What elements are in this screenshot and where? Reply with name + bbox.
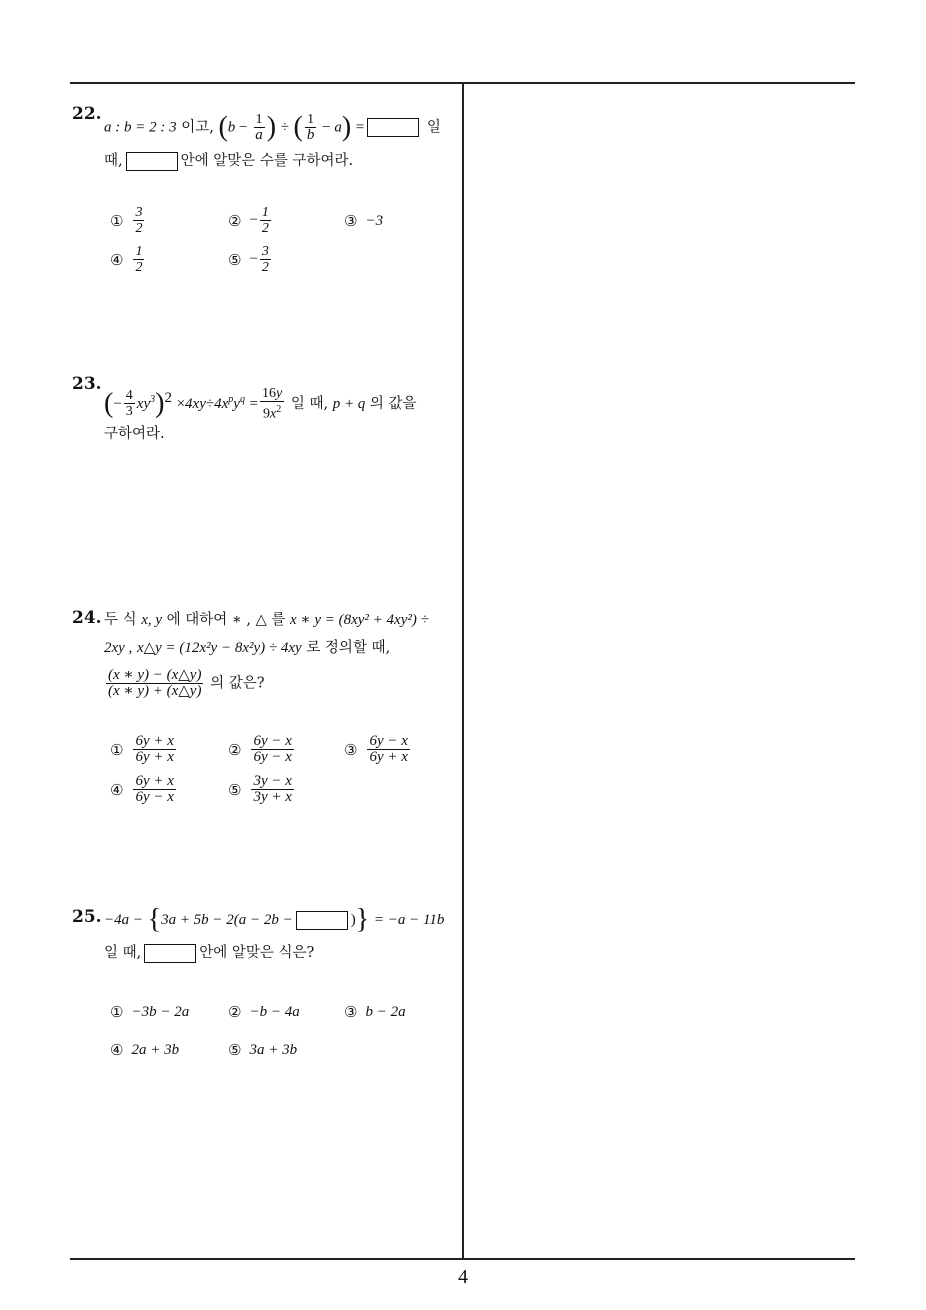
q25-expr-d: = −a − 11b	[373, 912, 445, 928]
q24-def-cont: 2xy ,	[104, 640, 133, 656]
q25-expr-a: −4a −	[104, 912, 143, 928]
choice-mark: ⑤	[228, 780, 242, 799]
q22-word2: 일	[426, 119, 441, 136]
question-25-number: 25.	[72, 907, 102, 927]
question-22-line1: a : b = 2 : 3 이고, (b − $\frac{1}{a}$ ) ÷ ( $\frac{1}{b}$ − a) = 일	[104, 111, 441, 143]
q25-choice-2[interactable]	[228, 1003, 300, 1021]
q22-choice-2[interactable]	[228, 205, 273, 236]
q24-choice-5[interactable]	[228, 774, 296, 805]
q25-line2-post: 안에 알맞은 식은?	[199, 945, 315, 961]
choice-value: −b − 4a	[249, 1003, 300, 1020]
choice-mark: ③	[344, 1003, 358, 1021]
q24-choice-1[interactable]	[110, 734, 178, 765]
q25-expr-c: )	[350, 912, 356, 928]
choice-value: −3b − 2a	[131, 1003, 190, 1020]
choice-numerator: 3	[135, 205, 143, 220]
q25-choice-4[interactable]	[110, 1041, 179, 1059]
question-23-line1: (− $\frac{4}{3}$ $xy^3)^2 \times 4xy\div 4x^py^q$ = $\frac{16y}{9x^2}$ 일 때, p + q 의 값을	[104, 386, 417, 422]
choice-mark: ①	[110, 211, 124, 230]
choice-mark: ④	[110, 1041, 124, 1059]
choice-value: 2a + 3b	[131, 1041, 180, 1058]
question-24-number: 24.	[72, 608, 102, 628]
q22-line2-post: 안에 알맞은 수를 구하여라.	[180, 153, 354, 169]
q25-answer-box	[296, 911, 348, 930]
choice-numerator: 6y + x	[135, 773, 174, 789]
choice-denominator: 6y − x	[253, 749, 292, 765]
choice-denominator: 6y + x	[369, 749, 408, 765]
q23-expr-pq: p + q	[332, 395, 366, 412]
question-25-line1: −4a − {3a + 5b − 2(a − 2b − )} = −a − 11b	[104, 904, 445, 935]
choice-numerator: 1	[135, 244, 143, 259]
choice-value: b − 2a	[365, 1003, 406, 1020]
choice-mark: ④	[110, 780, 124, 799]
choice-mark: ②	[228, 1003, 242, 1021]
q24-def-triangle: x△y = (12x²y − 8x²y) ÷ 4xy	[136, 640, 302, 656]
choice-denominator: 2	[261, 260, 269, 275]
q24-frac-denominator: (x ∗ y) + (x△y)	[108, 683, 202, 699]
choice-denominator: 2	[135, 221, 143, 236]
q23-word1: 일 때,	[290, 395, 329, 412]
choice-numerator: 3y − x	[253, 773, 292, 789]
choice-mark: ①	[110, 1003, 124, 1021]
choice-numerator: 3	[261, 244, 269, 259]
question-22-number: 22.	[72, 104, 102, 124]
choice-value: −3	[365, 212, 384, 229]
choice-mark: ⑤	[228, 250, 242, 269]
q25-expr-b: 3a + 5b − 2(a − 2b −	[161, 912, 293, 928]
question-24-line3	[104, 668, 264, 699]
q22-choice-3[interactable]	[344, 212, 383, 230]
page-number: 4	[458, 1266, 468, 1288]
q24-vars: x, y	[141, 612, 163, 628]
q22-answer-box	[367, 118, 419, 137]
q22-choice-1[interactable]	[110, 205, 146, 236]
q24-def-star: x ∗ y = (8xy² + 4xy²) ÷	[289, 612, 429, 628]
choice-denominator: 6y + x	[135, 749, 174, 765]
choice-numerator: 6y − x	[253, 733, 292, 749]
q24-choice-2[interactable]	[228, 734, 296, 765]
choice-denominator: 2	[135, 260, 143, 275]
q22-condition: a : b = 2 : 3	[104, 119, 177, 136]
question-25-line2	[104, 943, 314, 963]
choice-denominator: 3y + x	[253, 789, 292, 805]
q25-choice-3[interactable]	[344, 1003, 406, 1021]
q22-line2-pre: 때,	[104, 153, 123, 169]
q25-inline-box	[144, 944, 196, 963]
q24-line1-mid: 에 대하여 ∗ , △ 를	[166, 612, 286, 628]
q24-line3-post: 의 값은?	[210, 675, 265, 692]
question-24-line1	[104, 610, 429, 630]
q25-line2-pre: 일 때,	[104, 945, 142, 961]
q24-choice-3[interactable]	[344, 734, 412, 765]
q22-choice-4[interactable]	[110, 244, 146, 275]
q25-choice-5[interactable]	[228, 1041, 297, 1059]
q24-choice-4[interactable]	[110, 774, 178, 805]
choice-denominator: 6y − x	[135, 789, 174, 805]
choice-mark: ①	[110, 740, 124, 759]
choice-mark: ②	[228, 740, 242, 759]
q23-word2: 의 값을	[369, 395, 417, 412]
q24-frac-numerator: (x ∗ y) − (x△y)	[108, 667, 202, 683]
q25-choice-1[interactable]	[110, 1003, 189, 1021]
choice-mark: ⑤	[228, 1041, 242, 1059]
question-23-line2: 구하여라.	[104, 426, 165, 442]
choice-sign: −	[249, 251, 258, 267]
q22-word1: 이고,	[181, 119, 214, 136]
choice-numerator: 1	[261, 205, 269, 220]
column-divider	[462, 82, 464, 1259]
q22-inline-box	[126, 152, 178, 171]
q24-line1-pre: 두 식	[104, 612, 137, 628]
choice-mark: ②	[228, 211, 242, 230]
choice-mark: ③	[344, 740, 358, 759]
choice-denominator: 2	[261, 221, 269, 236]
choice-mark: ③	[344, 212, 358, 230]
question-23-number: 23.	[72, 374, 102, 394]
choice-sign: −	[249, 212, 258, 228]
choice-mark: ④	[110, 250, 124, 269]
choice-numerator: 6y − x	[369, 733, 408, 749]
question-24-line2	[104, 638, 390, 658]
question-22-line2	[104, 151, 353, 171]
q24-line2-post: 로 정의할 때,	[306, 640, 391, 656]
choice-numerator: 6y + x	[135, 733, 174, 749]
choice-value: 3a + 3b	[249, 1041, 298, 1058]
q22-choice-5[interactable]	[228, 244, 273, 275]
